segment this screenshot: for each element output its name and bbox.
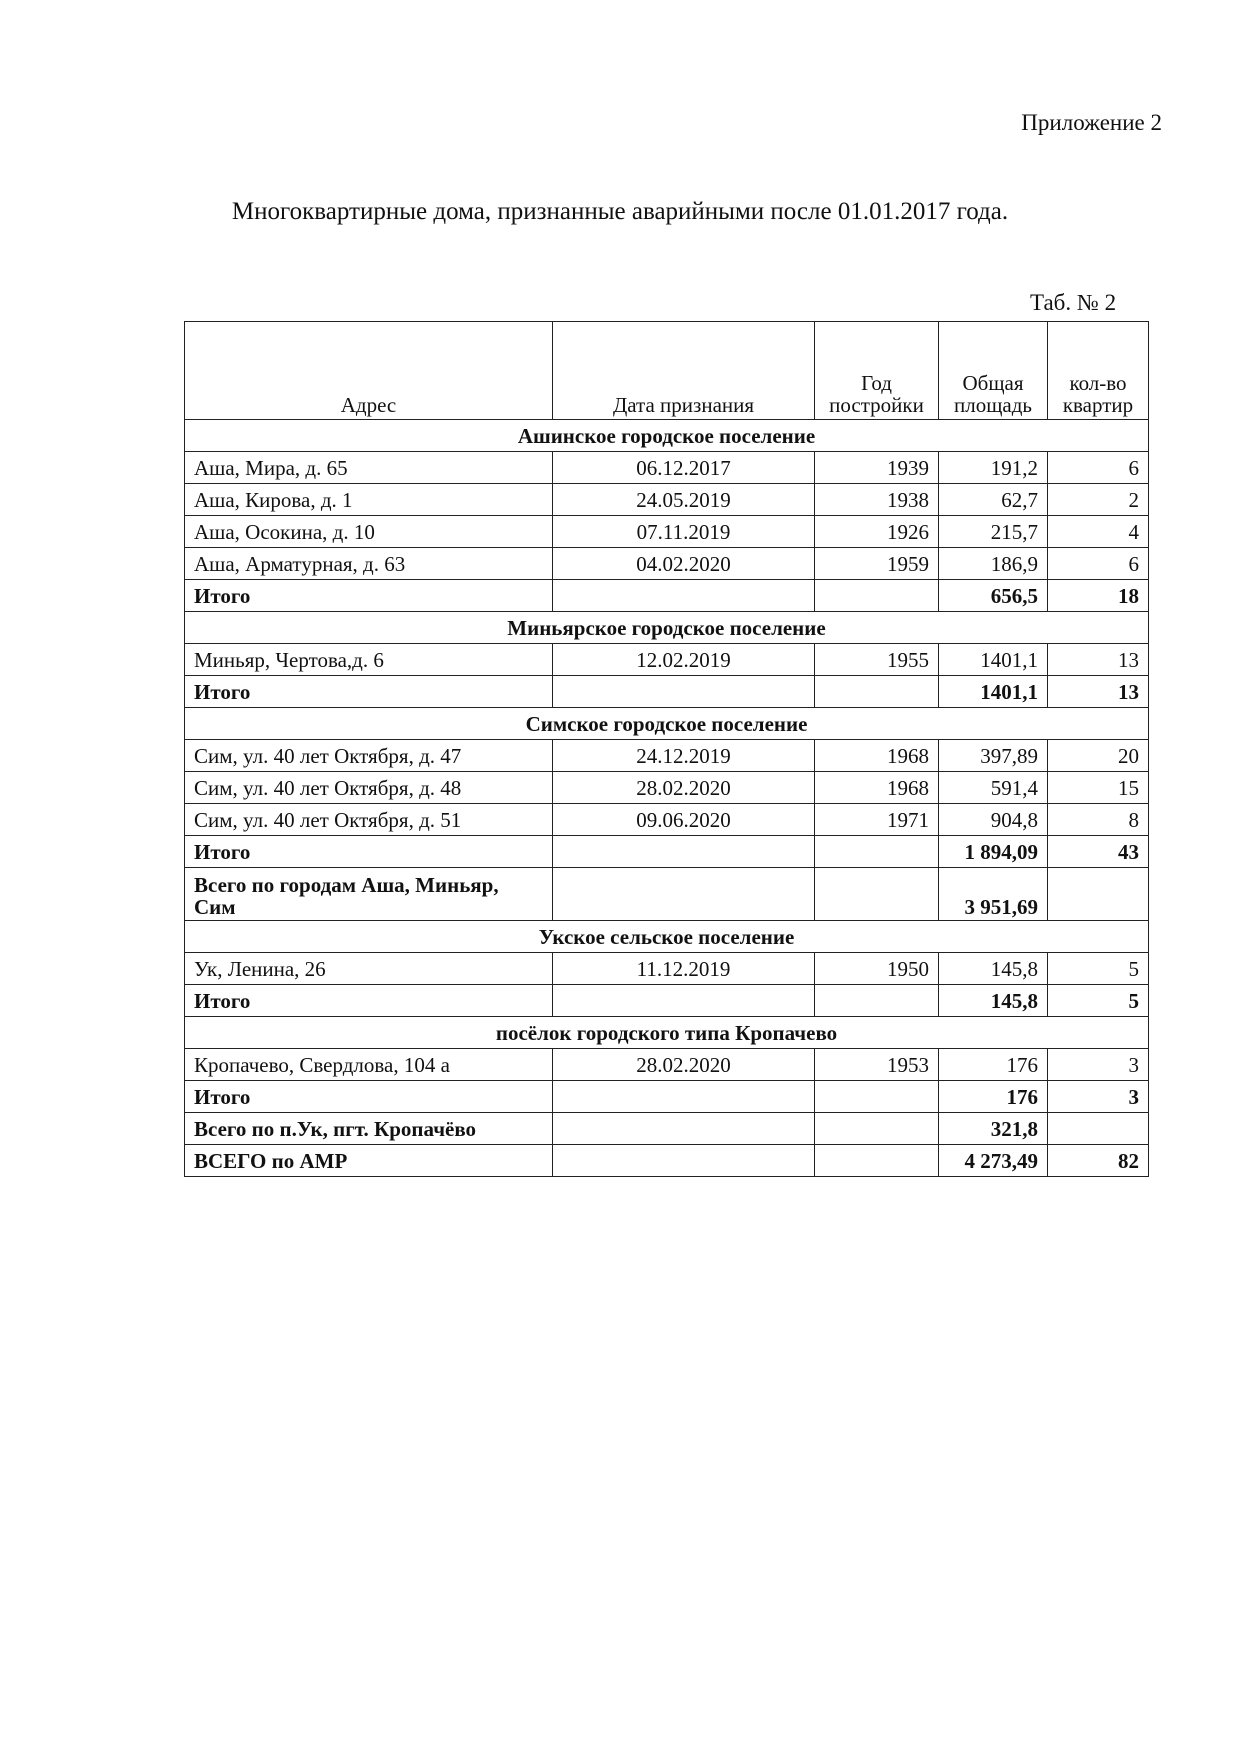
table-row [185,484,1149,516]
grand-total-flats: 82 [1048,1145,1149,1177]
section-header [185,612,1149,644]
cell-address: Ук, Ленина, 26 [185,953,553,985]
section-title: Симское городское поселение [185,708,1149,740]
cell-flats: 5 [1048,953,1149,985]
empty-cell [553,868,815,921]
empty-cell [553,1145,815,1177]
empty-cell [553,1113,815,1145]
table-row [185,452,1149,484]
cell-address: Аша, Осокина, д. 10 [185,516,553,548]
cell-area: 397,89 [939,740,1048,772]
column-header-area: Общая площадь [939,322,1048,420]
rural-total-area: 321,8 [939,1113,1048,1145]
cell-date: 04.02.2020 [553,548,815,580]
column-header-date: Дата признания [553,322,815,420]
cell-address: Аша, Кирова, д. 1 [185,484,553,516]
total-area: 176 [939,1081,1048,1113]
cell-flats: 3 [1048,1049,1149,1081]
total-flats: 18 [1048,580,1149,612]
cell-area: 145,8 [939,953,1048,985]
cell-date: 24.12.2019 [553,740,815,772]
empty-cell [553,1081,815,1113]
cell-date: 28.02.2020 [553,772,815,804]
empty-cell [815,1081,939,1113]
cell-date: 24.05.2019 [553,484,815,516]
cell-flats: 13 [1048,644,1149,676]
empty-cell [815,1145,939,1177]
empty-cell [815,1113,939,1145]
cell-flats: 6 [1048,548,1149,580]
cell-address: Миньяр, Чертова,д. 6 [185,644,553,676]
column-header-year: Год постройки [815,322,939,420]
cell-area: 215,7 [939,516,1048,548]
cell-address: Аша, Мира, д. 65 [185,452,553,484]
section-title: Миньярское городское поселение [185,612,1149,644]
grand-total-area: 4 273,49 [939,1145,1048,1177]
total-label: Итого [185,836,553,868]
cell-flats: 20 [1048,740,1149,772]
cell-date: 28.02.2020 [553,1049,815,1081]
total-label: Итого [185,580,553,612]
cell-address: Кропачево, Свердлова, 104 а [185,1049,553,1081]
cell-year: 1971 [815,804,939,836]
cell-year: 1953 [815,1049,939,1081]
empty-cell [553,580,815,612]
total-row [185,836,1149,868]
cities-total-area: 3 951,69 [939,868,1048,921]
section-header [185,921,1149,953]
emergency-houses-table [184,321,1149,1177]
cell-year: 1955 [815,644,939,676]
section-header [185,1017,1149,1049]
cell-date: 06.12.2017 [553,452,815,484]
cell-year: 1968 [815,740,939,772]
table-row [185,740,1149,772]
section-title: Ашинское городское поселение [185,420,1149,452]
empty-cell [1048,1113,1149,1145]
cities-total-row [185,868,1149,921]
table-row [185,772,1149,804]
table-header-row [185,322,1149,420]
total-label: Итого [185,985,553,1017]
cell-area: 62,7 [939,484,1048,516]
total-flats: 43 [1048,836,1149,868]
empty-cell [815,985,939,1017]
total-row [185,676,1149,708]
cell-date: 07.11.2019 [553,516,815,548]
cell-address: Сим, ул. 40 лет Октября, д. 51 [185,804,553,836]
cell-flats: 15 [1048,772,1149,804]
total-row [185,1081,1149,1113]
total-row [185,580,1149,612]
empty-cell [1048,868,1149,921]
cities-total-label: Всего по городам Аша, Миньяр, Сим [185,868,553,921]
cell-date: 11.12.2019 [553,953,815,985]
cell-area: 1401,1 [939,644,1048,676]
cell-address: Аша, Арматурная, д. 63 [185,548,553,580]
appendix-label: Приложение 2 [1021,110,1162,135]
table-row [185,1049,1149,1081]
total-label: Итого [185,1081,553,1113]
cell-flats: 2 [1048,484,1149,516]
cell-area: 591,4 [939,772,1048,804]
table-row [185,548,1149,580]
table-row [185,516,1149,548]
rural-total-row [185,1113,1149,1145]
cell-year: 1939 [815,452,939,484]
cell-year: 1950 [815,953,939,985]
section-header [185,708,1149,740]
table-row [185,804,1149,836]
empty-cell [815,580,939,612]
document-title: Многоквартирные дома, признанные аварийными после 01.01.2017 года. [231,198,1009,225]
cell-date: 12.02.2019 [553,644,815,676]
cell-area: 186,9 [939,548,1048,580]
total-flats: 3 [1048,1081,1149,1113]
table-row [185,953,1149,985]
grand-total-label: ВСЕГО по АМР [185,1145,553,1177]
section-title: посёлок городского типа Кропачево [185,1017,1149,1049]
cell-year: 1938 [815,484,939,516]
total-row [185,985,1149,1017]
table-row [185,644,1149,676]
total-flats: 5 [1048,985,1149,1017]
rural-total-label: Всего по п.Ук, пгт. Кропачёво [185,1113,553,1145]
grand-total-row [185,1145,1149,1177]
cell-year: 1968 [815,772,939,804]
empty-cell [553,985,815,1017]
cell-address: Сим, ул. 40 лет Октября, д. 47 [185,740,553,772]
cell-year: 1926 [815,516,939,548]
cell-flats: 4 [1048,516,1149,548]
section-title: Укское сельское поселение [185,921,1149,953]
cell-flats: 8 [1048,804,1149,836]
column-header-address: Адрес [185,322,553,420]
total-flats: 13 [1048,676,1149,708]
total-area: 656,5 [939,580,1048,612]
empty-cell [815,836,939,868]
empty-cell [553,836,815,868]
total-area: 1 894,09 [939,836,1048,868]
total-area: 145,8 [939,985,1048,1017]
section-header [185,420,1149,452]
empty-cell [553,676,815,708]
total-area: 1401,1 [939,676,1048,708]
total-label: Итого [185,676,553,708]
column-header-flats: кол-во квартир [1048,322,1149,420]
table-number: Таб. № 2 [1030,290,1117,315]
cell-address: Сим, ул. 40 лет Октября, д. 48 [185,772,553,804]
cell-year: 1959 [815,548,939,580]
cell-area: 176 [939,1049,1048,1081]
cell-flats: 6 [1048,452,1149,484]
cell-date: 09.06.2020 [553,804,815,836]
cell-area: 191,2 [939,452,1048,484]
cell-area: 904,8 [939,804,1048,836]
empty-cell [815,868,939,921]
empty-cell [815,676,939,708]
